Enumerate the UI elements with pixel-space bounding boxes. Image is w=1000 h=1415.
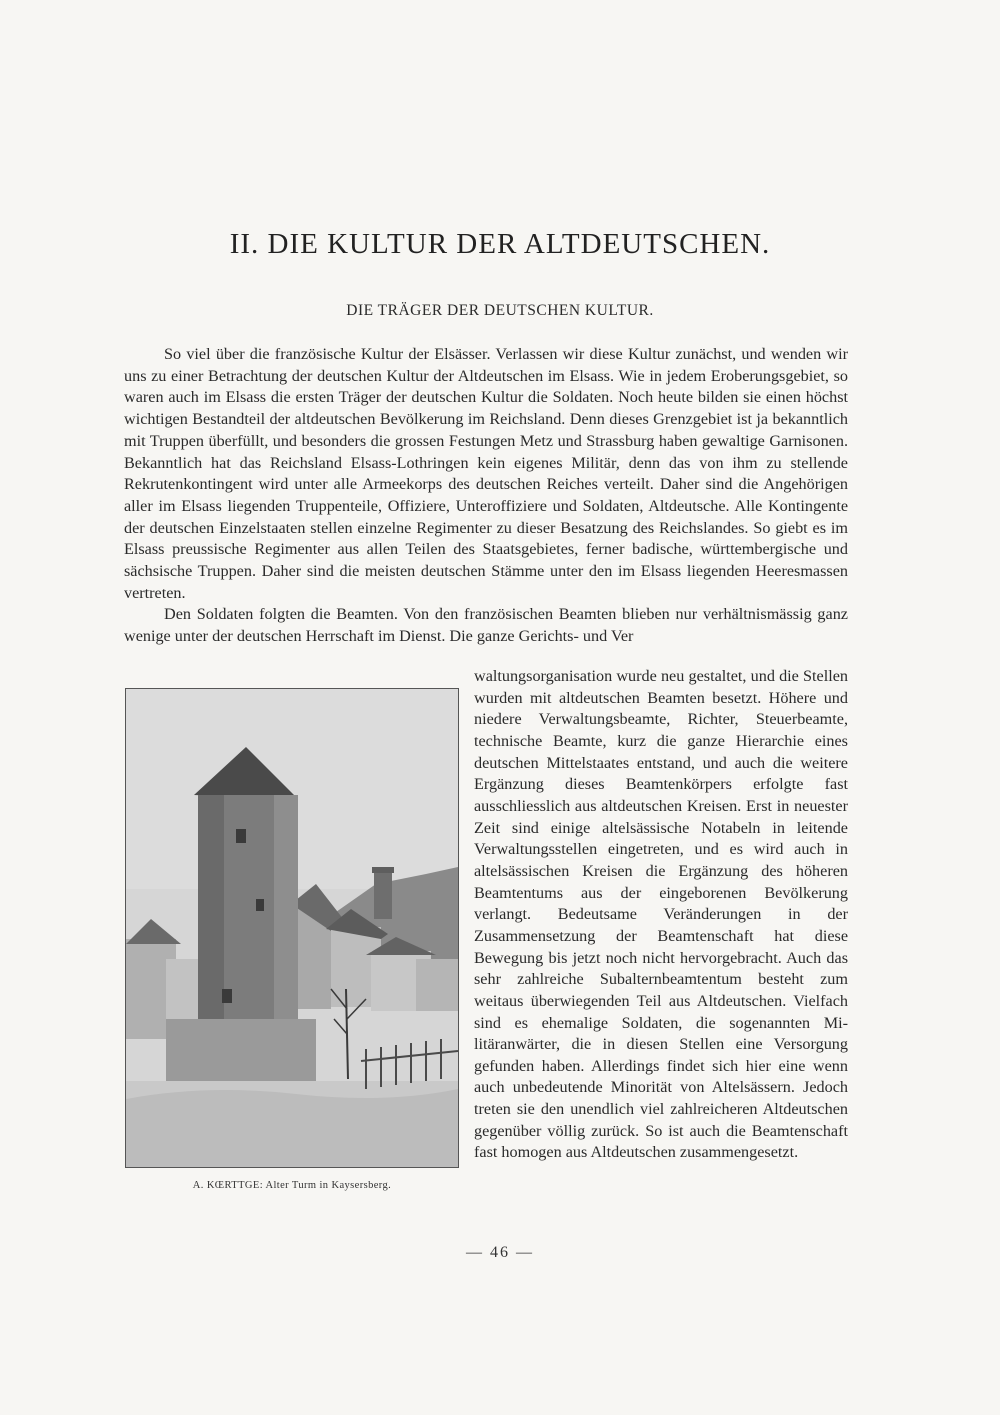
chapter-title: II. DIE KULTUR DER ALTDEUTSCHEN.: [229, 228, 771, 260]
paragraph-officials-start: Den Soldaten folgten die Beamten. Von den französischen Beamten blieben nur verhältnismässig ganz wenige unter der deutschen Herrschaft im Dienst. Die ganze Gerichts- und Ver: [124, 605, 848, 646]
side-text: [474, 666, 848, 1164]
paragraph-officials-continued: waltungsorganisation wurde neu gestaltet, und die Stellen wurden mit altdeutschen Beamten besetzt. Höhere und niedere Verwaltungsbeamte, Richter, Steuerbeamte, technische Beamte, kurz die ganze Hierarchie eines deutschen Mittelstaates entstand, und auch die weitere Ergänzung dieses Beamtenkörpers erfolgte fast ausschliesslich aus altdeutschen Kreisen. Erst in neuester Zeit sind einige altelsässische Notabeln in leitende Verwaltungsstellen eingetreten, und es wird auch in altelsässischen Kreisen die Ergänzung des höheren Beamtentums aus der eingeborenen Bevölkerung verlangt. Bedeutsame Veränderungen in der Zusammensetzung der Beamtenschaft hat diese Bewegung bis jetzt noch nicht hervorgebracht. Auch das sehr zahlreiche Subalternbeamtentum besteht zum weitaus überwiegenden Teil aus Altdeutschen. Vielfach sind es ehemalige Soldaten, die sogenannten Militäranwärter, die in diesen Stellen eine Versorgung gefunden haben. Allerdings findet sich hier eine wenn auch unbedeutende Minorität von Altelsässern. Jedoch treten sie den unendlich viel zahlreicheren Altdeutschen gegenüber völlig zurück. So ist auch die Beamtenschaft fast homogen aus Altdeutschen zusammengesetzt.: [474, 667, 848, 1162]
body-text: [124, 344, 848, 648]
tower-illustration: [125, 688, 459, 1168]
paragraph-soldiers: So viel über die französische Kultur der Elsässer. Verlassen wir diese Kultur zunächst, und wenden wir uns zu einer Betrachtung der deutschen Kultur der Altdeutschen im Elsass. Wie in jedem Eroberungsgebiet, so waren auch im Elsass die ersten Träger der deutschen Kultur die Soldaten. Noch heute bilden sie einen höchst wichtigen Bestandteil der altdeutschen Bevölkerung im Reichsland. Denn dieses Grenzgebiet ist ja bekanntlich mit Truppen überfüllt, und besonders die grossen Festungen Metz und Strassburg haben gewaltige Garnisonen. Bekanntlich hat das Reichsland Elsass-Lothringen kein eigenes Militär, denn das von ihm zu stellende Rekrutenkontingent wird unter alle Armeekorps des deutschen Reiches verteilt. Daher sind die Angehörigen aller im Elsass liegenden Truppenteile, Offiziere, Unteroffiziere und Soldaten, Altdeutsche. Alle Kontingente der deutschen Einzelstaaten stellen einzelne Regimenter zu dieser Besatzung des Reichslandes. So giebt es im Elsass preussische Regimenter aus allen Teilen des Staatsgebietes, ferner badische, württembergische und sächsische Truppen. Daher sind die meisten deutschen Stämme unter den im Elsass liegenden Heeresmassen vertreten.: [124, 345, 848, 602]
page-number: — 46 —: [466, 1244, 534, 1261]
figure: [125, 688, 459, 1191]
figure-caption: A. KŒRTTGE: Alter Turm in Kaysersberg.: [192, 1180, 392, 1191]
section-title: DIE TRÄGER DER DEUTSCHEN KULTUR.: [346, 302, 654, 319]
